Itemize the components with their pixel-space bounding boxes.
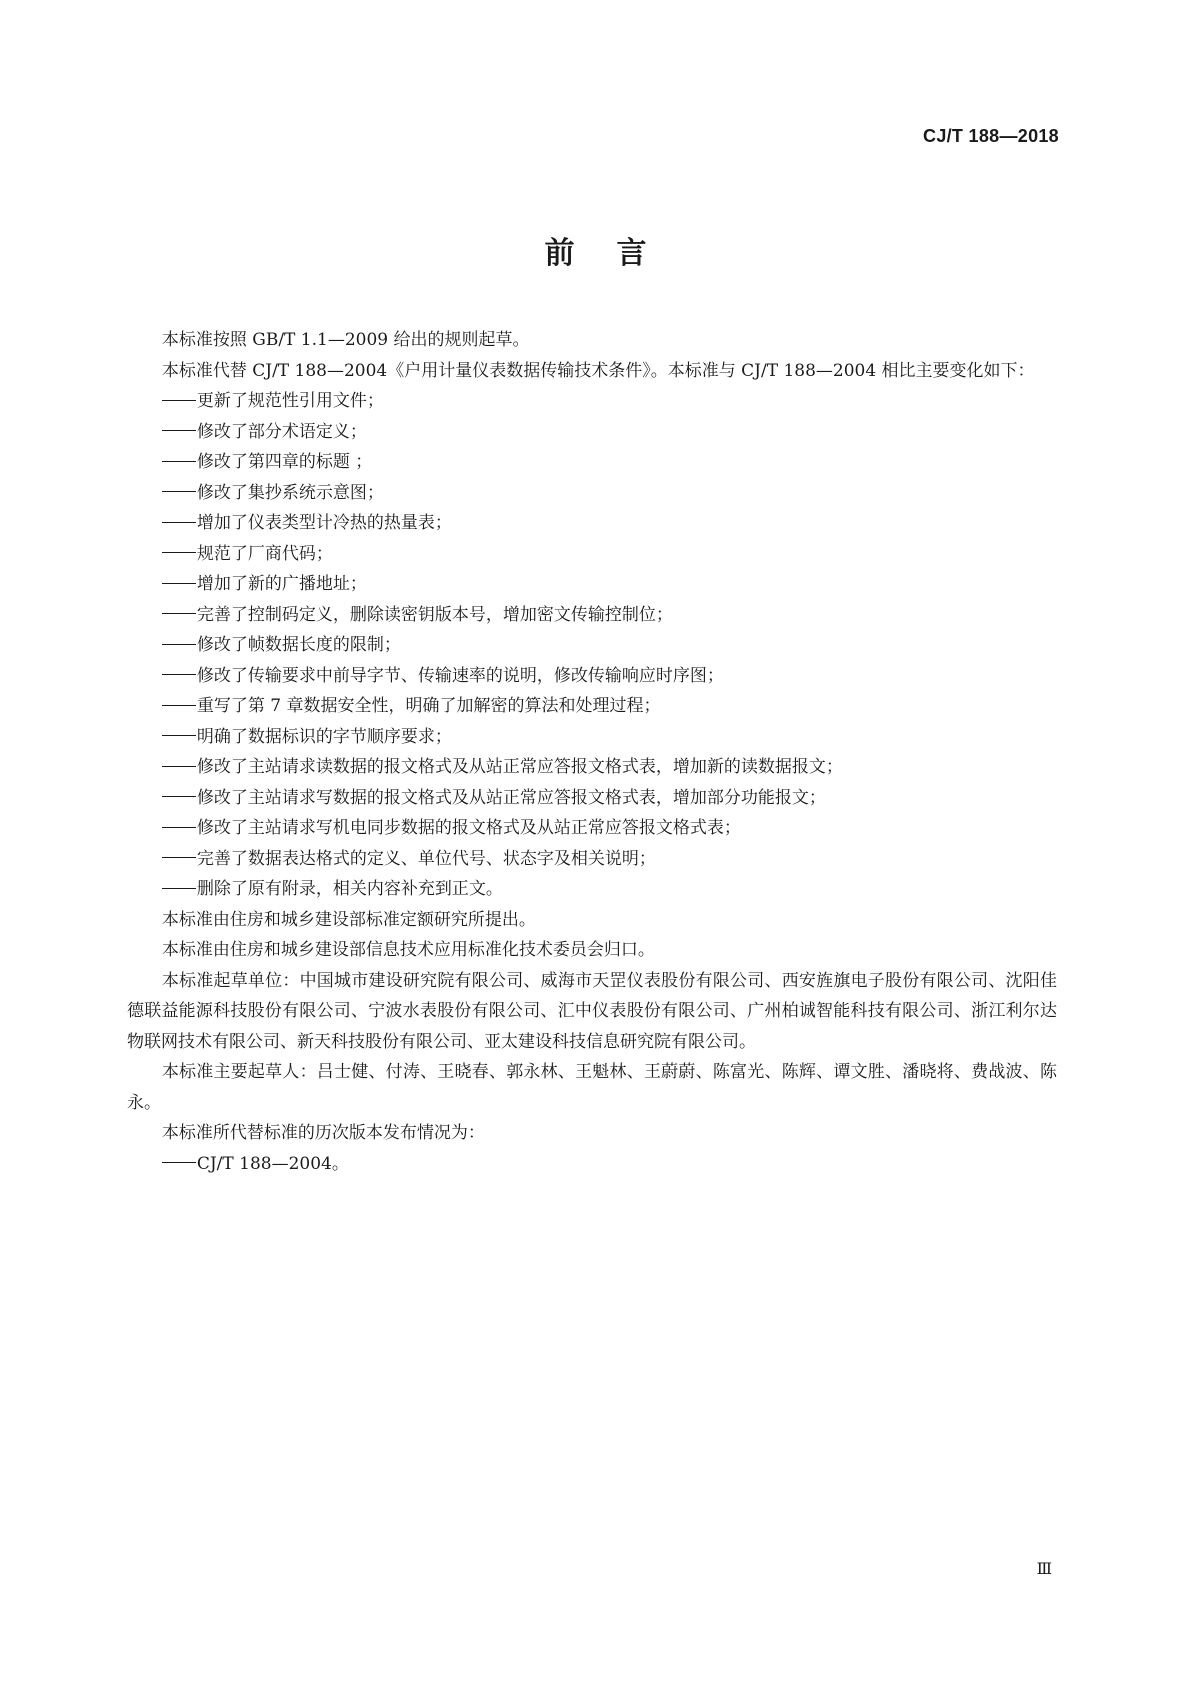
list-item: 增加了新的广播地址；	[127, 569, 1057, 600]
paragraph-drafters: 本标准主要起草人：吕士健、付涛、王晓春、郭永林、王魁林、王蔚蔚、陈富光、陈辉、谭文胜、潘晓将、费战波、陈永。	[127, 1062, 1057, 1113]
dash-marker	[162, 522, 196, 523]
list-item: 修改了传输要求中前导字节、传输速率的说明，修改传输响应时序图；	[127, 661, 1057, 692]
dash-marker	[162, 796, 196, 797]
page-number: Ⅲ	[1036, 1559, 1051, 1578]
list-item: 重写了第 7 章数据安全性，明确了加解密的算法和处理过程；	[127, 691, 1057, 722]
dash-marker	[162, 674, 196, 675]
paragraph-version-history: 本标准所代替标准的历次版本发布情况为：	[161, 1123, 485, 1143]
dash-marker	[162, 644, 196, 645]
list-item: 修改了部分术语定义；	[127, 417, 1057, 448]
list-item: 修改了主站请求读数据的报文格式及从站正常应答报文格式表，增加新的读数据报文；	[127, 752, 1057, 783]
paragraph-drafting-rules: 本标准按照 GB/T 1.1—2009 给出的规则起草。	[161, 330, 530, 350]
list-item: 修改了集抄系统示意图；	[127, 478, 1057, 509]
dash-marker	[162, 400, 196, 401]
dash-marker	[162, 888, 196, 889]
list-item: 修改了主站请求写机电同步数据的报文格式及从站正常应答报文格式表；	[127, 813, 1057, 844]
dash-marker	[162, 461, 196, 462]
list-item: 完善了数据表达格式的定义、单位代号、状态字及相关说明；	[127, 844, 1057, 875]
list-item: CJ/T 188—2004。	[127, 1149, 1057, 1180]
dash-marker	[162, 705, 196, 706]
list-item: 增加了仪表类型计冷热的热量表；	[127, 508, 1057, 539]
changes-list	[127, 386, 1057, 905]
dash-marker	[162, 430, 196, 431]
dash-marker	[162, 735, 196, 736]
dash-marker	[162, 1162, 196, 1163]
list-item: 规范了厂商代码；	[127, 539, 1057, 570]
dash-marker	[162, 613, 196, 614]
paragraph-drafting-units: 本标准起草单位：中国城市建设研究院有限公司、威海市天罡仪表股份有限公司、西安旌旗电子股份有限公司、沈阳佳德联益能源科技股份有限公司、宁波水表股份有限公司、汇中仪表股份有限公司、广州柏诚智能科技有限公司、浙江利尔达物联网技术有限公司、新天科技股份有限公司、亚太建设科技信息研究院有限公司。	[127, 970, 1057, 1052]
list-item: 修改了帧数据长度的限制；	[127, 630, 1057, 661]
dash-marker	[162, 552, 196, 553]
document-body	[127, 325, 1057, 1179]
paragraph-replacement: 本标准代替 CJ/T 188—2004《户用计量仪表数据传输技术条件》。本标准与 CJ/T 188—2004 相比主要变化如下：	[161, 360, 1035, 381]
list-item: 完善了控制码定义，删除读密钥版本号，增加密文传输控制位；	[127, 600, 1057, 631]
list-item: 明确了数据标识的字节顺序要求；	[127, 722, 1057, 753]
list-item: 修改了第四章的标题 ；	[127, 447, 1057, 478]
paragraph-centralized-by: 本标准由住房和城乡建设部信息技术应用标准化技术委员会归口。	[161, 940, 655, 960]
dash-marker	[162, 827, 196, 828]
history-list	[127, 1149, 1057, 1180]
list-item: 修改了主站请求写数据的报文格式及从站正常应答报文格式表，增加部分功能报文；	[127, 783, 1057, 814]
paragraph-proposed-by: 本标准由住房和城乡建设部标准定额研究所提出。	[161, 909, 536, 930]
list-item: 删除了原有附录，相关内容补充到正文。	[127, 874, 1057, 905]
list-item: 更新了规范性引用文件；	[127, 386, 1057, 417]
dash-marker	[162, 857, 196, 858]
standard-code: CJ/T 188—2018	[923, 126, 1059, 146]
dash-marker	[162, 491, 196, 492]
dash-marker	[162, 583, 196, 584]
page-title: 前言	[544, 236, 689, 271]
dash-marker	[162, 766, 196, 767]
